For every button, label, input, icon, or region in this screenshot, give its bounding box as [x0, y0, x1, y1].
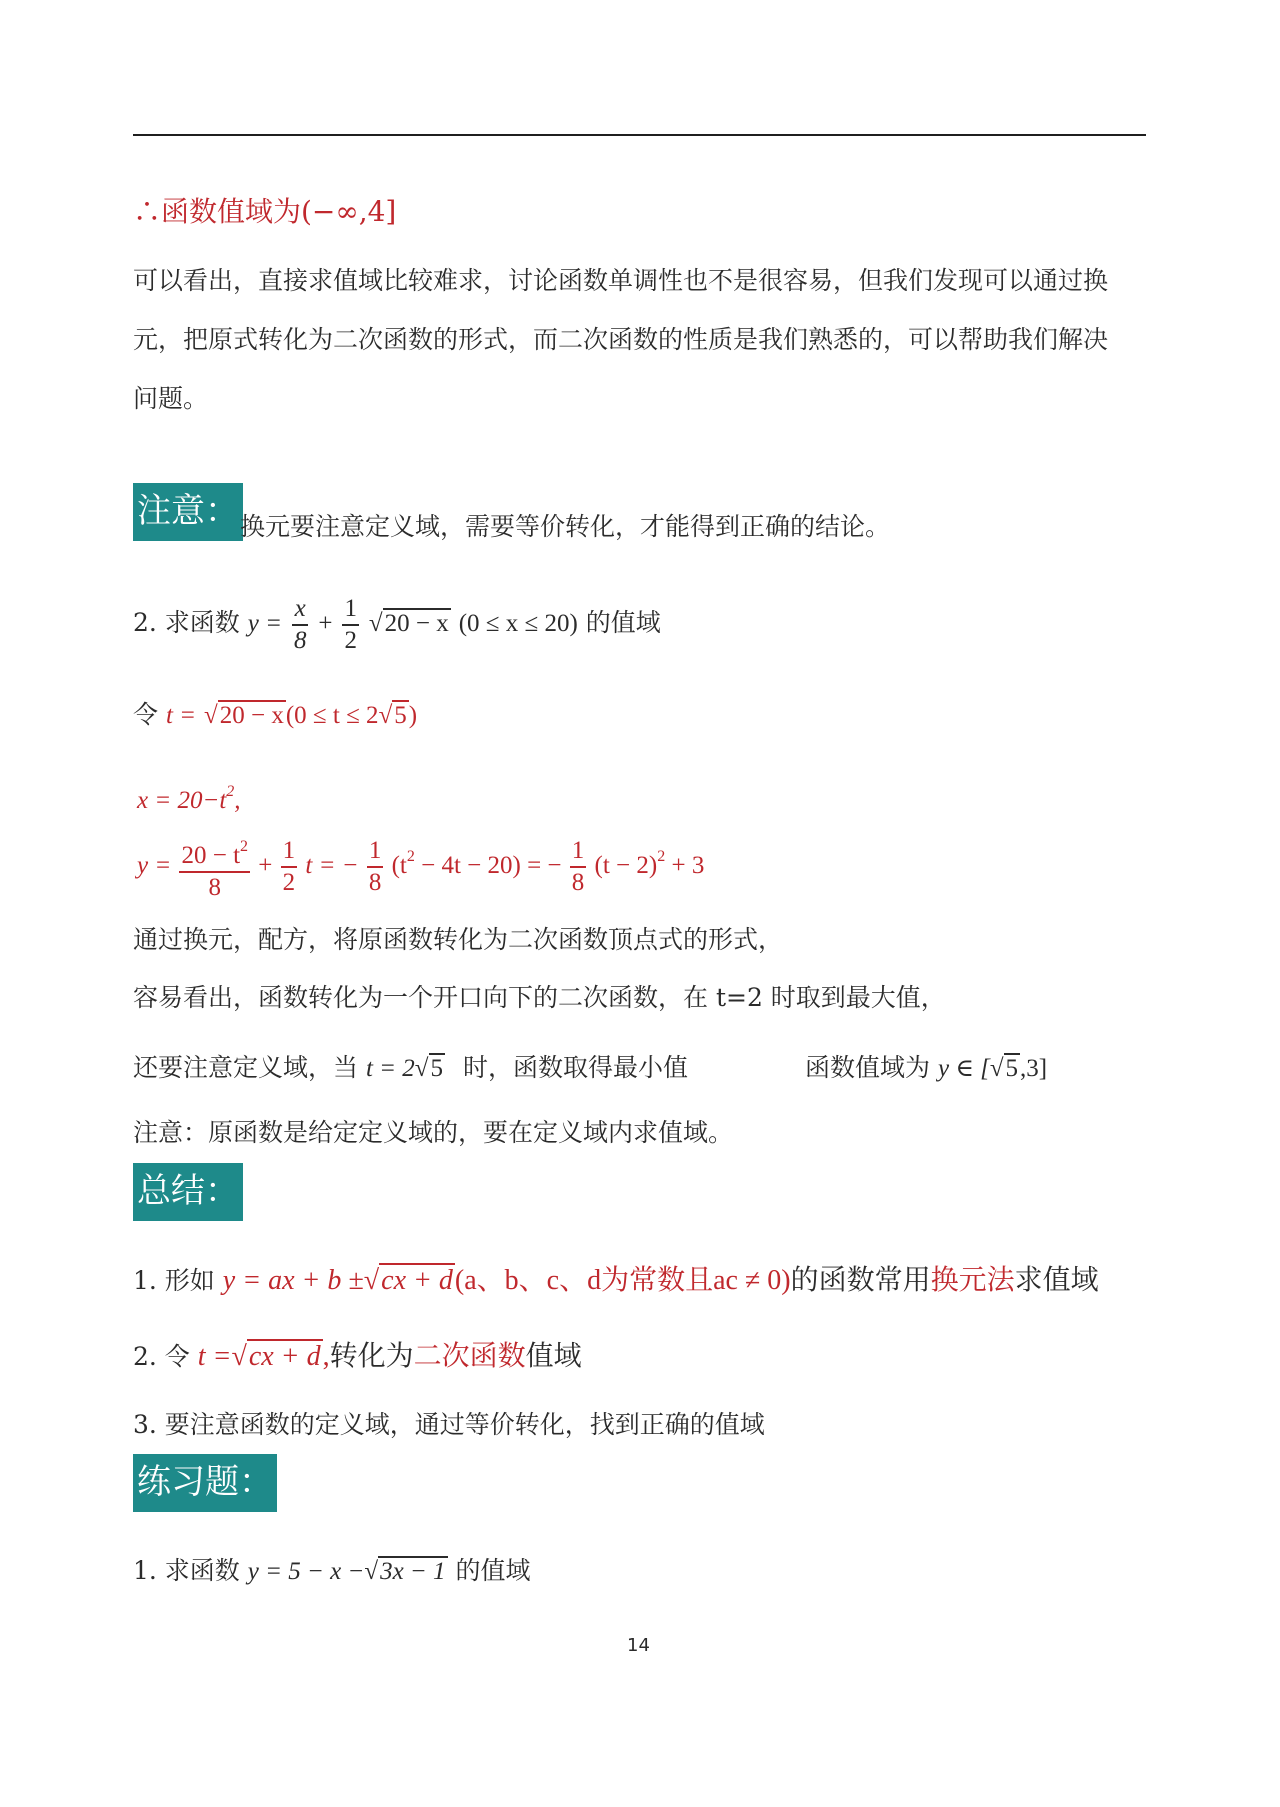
range-conclusion: ∴函数值域为(−∞,4] [133, 195, 397, 228]
fraction-x-over-8: $\frac{x}{8}$ [293, 594, 307, 654]
fraction-20-minus-t2-over-8: $\frac{20 - t^2}{8}$ [179, 832, 250, 903]
y-expansion: y = $\frac{20 - t^2}{8}$ + $\frac{1}{2}$ t = − $\frac{1}{8}$ $(t^2 - 4t - 20)$ = − $\frac{1}{8}$ $(t - 2)^2 + 3$ [137, 822, 704, 896]
summary-item-3: 3. 要注意函数的定义域，通过等价转化，找到正确的值域 [133, 1410, 765, 1439]
note-tag: 注意： [133, 483, 243, 541]
problem-2-suffix: 的值域 [585, 608, 661, 637]
sqrt-cx-plus-d: √cx + d [363, 1265, 453, 1296]
paragraph-line-3: 问题。 [133, 384, 209, 413]
explanation-line-2: 容易看出，函数转化为一个开口向下的二次函数，在 t=2 时取到最大值， [133, 983, 946, 1012]
sqrt-cx-plus-d: √cx + d [231, 1341, 321, 1372]
note-text: 换元要注意定义域，需要等价转化，才能得到正确的结论。 [240, 512, 891, 541]
paragraph-line-1: 可以看出，直接求值域比较难求，讨论函数单调性也不是很容易，但我们发现可以通过换 [133, 266, 1109, 295]
summary-item-1: 1. 形如 y = ax + b ±√cx + d(a、b、c、d为常数且ac ≠ 0)的函数常用换元法求值域 [133, 1262, 1099, 1299]
fraction-1-over-2: $\frac{1}{2}$ [282, 837, 296, 897]
sqrt-5: √5 [378, 702, 407, 729]
summary-item-2: 2. 令 t =√cx + d,转化为二次函数值域 [133, 1338, 582, 1375]
practice-item-1: 1. 求函数 y = 5 − x −√3x − 1 的值域 [133, 1553, 531, 1590]
sqrt-20-minus-x: √20 − x [368, 610, 449, 637]
sqrt-5: √5 [989, 1055, 1019, 1082]
page-number: 14 [627, 1635, 650, 1656]
explanation-line-3: 还要注意定义域，当 t = 2√5 时，函数取得最小值 [133, 1050, 688, 1087]
fraction-1-over-8: $\frac{1}{8}$ [571, 837, 585, 897]
explanation-line-4: 注意：原函数是给定定义域的，要在定义域内求值域。 [133, 1118, 734, 1147]
range-result: 函数值域为 y ∈ [√5,3] [805, 1050, 1047, 1087]
summary-tag: 总结： [133, 1163, 243, 1221]
header-rule [133, 134, 1146, 136]
x-substitution: $x = 20-t^2$, [137, 783, 241, 814]
practice-tag: 练习题： [133, 1454, 277, 1512]
let-line: 令 t = √20 − x(0 ≤ t ≤ 2√5) [133, 697, 417, 734]
explanation-line-1: 通过换元，配方，将原函数转化为二次函数顶点式的形式， [133, 925, 784, 954]
problem-2-prefix: 2. 求函数 [133, 608, 240, 637]
fraction-1-over-8: $\frac{1}{8}$ [368, 837, 382, 897]
problem-2-domain: (0 ≤ x ≤ 20) [458, 610, 578, 637]
problem-2: 2. 求函数 y = $\frac{x}{8}$ + $\frac{1}{2}$ √20 − x (0 ≤ x ≤ 20) 的值域 [133, 588, 661, 662]
paragraph-line-2: 元，把原式转化为二次函数的形式，而二次函数的性质是我们熟悉的，可以帮助我们解决 [133, 325, 1109, 354]
sqrt-20-minus-x: √20 − x [204, 702, 284, 729]
problem-2-y: y = [247, 610, 282, 637]
fraction-1-over-2: $\frac{1}{2}$ [344, 594, 357, 654]
sqrt-3x-minus-1: √3x − 1 [364, 1558, 446, 1585]
sqrt-5: √5 [414, 1055, 444, 1082]
